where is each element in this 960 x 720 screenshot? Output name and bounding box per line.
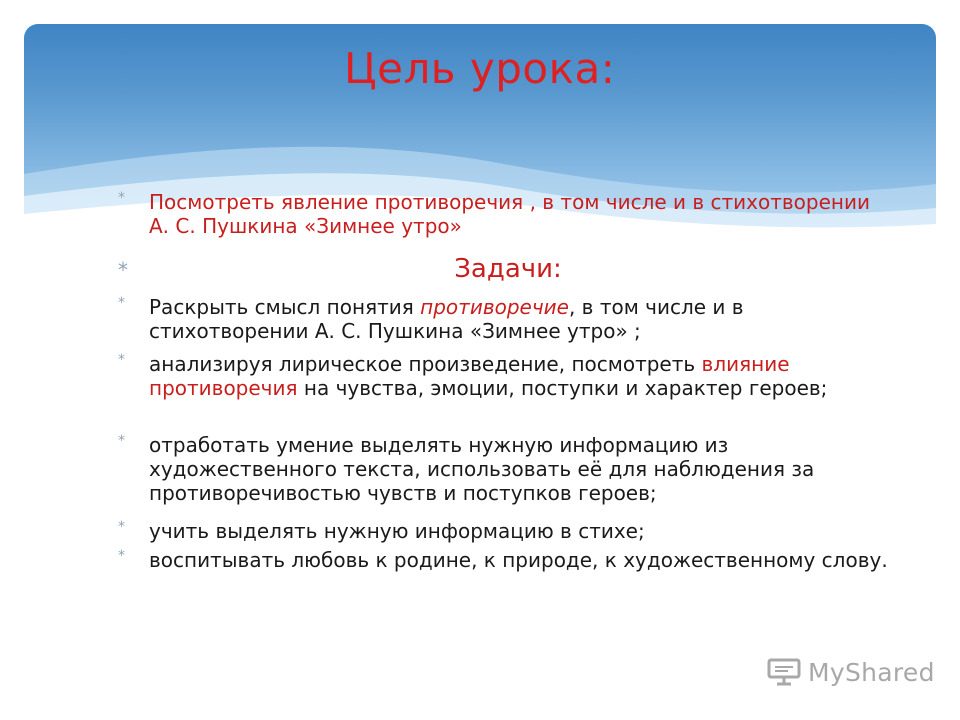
asterisk-bullet-icon: * xyxy=(118,295,125,311)
task-highlight: противоречие xyxy=(420,295,569,319)
asterisk-bullet-icon: * xyxy=(118,548,125,564)
asterisk-bullet-icon: * xyxy=(118,433,125,449)
task-text-part: , в том числе и в стихотворении А. С. Пушкина «Зимнее утро» ; xyxy=(149,295,744,343)
task-text-part: Раскрыть смысл понятия xyxy=(149,295,421,319)
asterisk-bullet-icon: * xyxy=(118,519,125,535)
task-text: учить выделять нужную информацию в стихе; xyxy=(149,519,645,543)
slide-title: Цель урока: xyxy=(344,44,616,93)
asterisk-bullet-icon: * xyxy=(118,190,125,206)
tasks-heading: Задачи: xyxy=(454,254,562,284)
watermark xyxy=(766,657,935,687)
task-text xyxy=(149,295,894,343)
asterisk-bullet-icon: * xyxy=(118,258,128,282)
watermark-text: MyShared xyxy=(808,658,935,687)
task-text-part: на чувства, эмоции, поступки и характер героев; xyxy=(297,376,828,400)
task-text xyxy=(149,352,894,400)
task-text: отработать умение выделять нужную информацию из художественного текста, использовать её для наблюдения за противоречивостью чувств и поступков героев; xyxy=(149,433,815,505)
asterisk-bullet-icon: * xyxy=(118,352,125,368)
presentation-board-icon xyxy=(766,657,804,687)
task-highlight: влияние противоречия xyxy=(149,352,790,400)
task-text-part: анализируя лирическое произведение, посмотреть xyxy=(149,352,702,376)
task-text: воспитывать любовь к родине, к природе, к художественному слову. xyxy=(149,548,888,572)
goal-text: Посмотреть явление противоречия , в том числе и в стихотворении А. С. Пушкина «Зимнее утро» xyxy=(149,190,870,238)
